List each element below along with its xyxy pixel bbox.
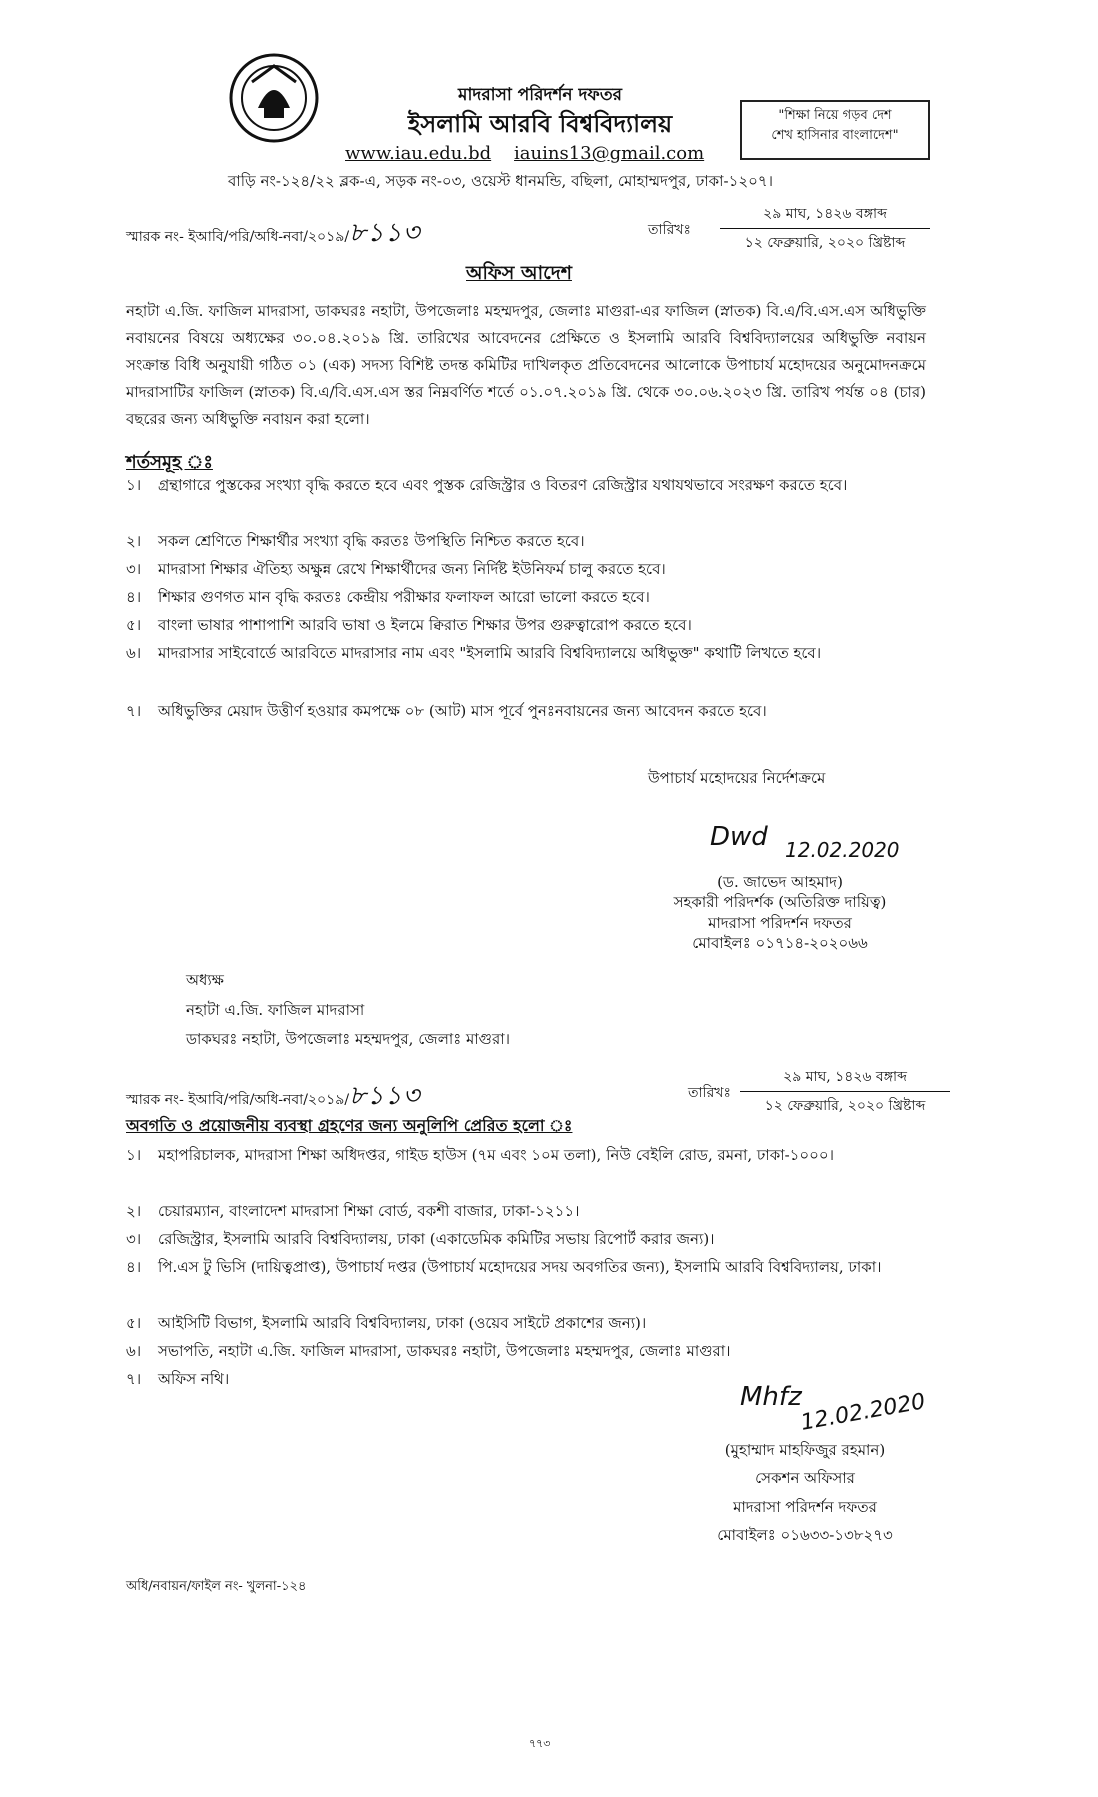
memo-label: স্মারক নং- ইআবি/পরি/অধি-নবা/২০১৯/ [126, 1092, 350, 1108]
university-name: ইসলামি আরবি বিশ্ববিদ্যালয় [407, 109, 673, 138]
condition-text: শিক্ষার গুণগত মান বৃদ্ধি করতঃ কেন্দ্রীয় পরীক্ষার ফলাফল আরো ভালো করতে হবে। [158, 588, 650, 606]
condition-number: ২। [126, 532, 142, 550]
copy-item [126, 1366, 936, 1393]
condition-item [126, 612, 936, 639]
condition-text: অধিভুক্তির মেয়াদ উত্তীর্ণ হওয়ার কমপক্ষে ০৮ (আট) মাস পূর্বে পুনঃনবায়নের জন্য আবেদন করতে হবে। [158, 702, 767, 720]
condition-text: মাদরাসার সাইবোর্ডে আরবিতে মাদরাসার নাম এবং "ইসলামি আরবি বিশ্ববিদ্যালয়ে অধিভুক্ত" কথাটি লিখতে হবে। [158, 644, 822, 662]
signatory-mobile: মোবাইলঃ ০১৭১৪-২০২০৬৬ [692, 933, 868, 952]
copy-text: পি.এস টু ভিসি (দায়িত্বপ্রাপ্ত), উপাচার্য দপ্তর (উপাচার্য মহোদয়ের সদয় অবগতির জন্য), ইসলামি আরবি বিশ্ববিদ্যালয়, ঢাকা। [158, 1258, 882, 1276]
signatory-name: (মুহাম্মাদ মাহফিজুর রহমান) [724, 1441, 886, 1459]
signature-scribble-2: Mhfz [740, 1382, 802, 1412]
copy-number: ৬। [126, 1342, 142, 1360]
condition-text: বাংলা ভাষার পাশাপাশি আরবি ভাষা ও ইলমে ক্বিরাত শিক্ষার উপর গুরুত্বারোপ করতে হবে। [158, 616, 692, 634]
office-order-title: অফিস আদেশ [466, 262, 572, 284]
condition-item [126, 698, 936, 725]
signatory-designation: সেকশন অফিসার [755, 1469, 855, 1488]
website-link[interactable]: www.iau.edu.bd [345, 143, 492, 164]
address-line: বাড়ি নং-১২৪/২২ ব্লক-এ, সড়ক নং-০৩, ওয়েস্ট ধানমন্ডি, বছিলা, মোহাম্মদপুর, ঢাকা-১২০৭। [228, 172, 773, 190]
copy-number: ৭। [126, 1370, 142, 1388]
date-english: ১২ ফেব্রুয়ারি, ২০২০ খ্রিষ্টাব্দ [744, 235, 906, 251]
copy-number: ৪। [126, 1258, 142, 1276]
recipient-line-1: অধ্যক্ষ [186, 971, 224, 989]
memo-number: ৮১১৩ [349, 218, 421, 248]
copy-text: অফিস নথি। [158, 1370, 230, 1388]
signatory-office: মাদরাসা পরিদর্শন দফতর [708, 913, 852, 932]
signatory-designation: সহকারী পরিদর্শক (অতিরিক্ত দায়িত্ব) [673, 893, 887, 912]
slogan-box [740, 100, 930, 160]
condition-item [126, 584, 936, 611]
copy-number: ২। [126, 1202, 142, 1220]
copy-item [126, 1142, 936, 1169]
memo-number: ৮১১৩ [349, 1081, 421, 1111]
university-logo [228, 52, 320, 144]
condition-item [126, 472, 936, 499]
signature-scribble: Dwd [710, 822, 768, 852]
conditions-heading: শর্তসমূহ ঃ [126, 452, 213, 473]
directive-text: উপাচার্য মহোদয়ের নির্দেশক্রমে [648, 769, 826, 787]
copy-item [126, 1310, 936, 1337]
copy-heading: অবগতি ও প্রয়োজনীয় ব্যবস্থা গ্রহণের জন্য অনুলিপি প্রেরিত হলো ঃ [126, 1116, 573, 1135]
signature-date-2: 12.02.2020 [798, 1389, 928, 1436]
signatory-office: মাদরাসা পরিদর্শন দফতর [733, 1497, 877, 1516]
copy-text: মহাপরিচালক, মাদরাসা শিক্ষা অধিদপ্তর, গাইড হাউস (৭ম এবং ১০ম তলা), নিউ বেইলি রোড, রমনা, ঢাকা-১০০০। [158, 1146, 835, 1164]
copy-number: ১। [126, 1146, 142, 1164]
signature-block-2 [640, 1440, 970, 1545]
copy-number: ৫। [126, 1314, 142, 1332]
copy-item [126, 1198, 936, 1225]
condition-number: ৫। [126, 616, 142, 634]
contact-line [345, 143, 704, 164]
condition-item [126, 640, 936, 667]
date-english: ১২ ফেব্রুয়ারি, ২০২০ খ্রিষ্টাব্দ [764, 1098, 926, 1114]
email-link[interactable]: iauins13@gmail.com [514, 143, 705, 164]
condition-text: মাদরাসা শিক্ষার ঐতিহ্য অক্ষুন্ন রেখে শিক্ষার্থীদের জন্য নির্দিষ্ট ইউনিফর্ম চালু করতে হবে। [158, 560, 666, 578]
slogan-line-2: শেখ হাসিনার বাংলাদেশ" [771, 128, 899, 144]
file-number: অধি/নবায়ন/ফাইল নং- খুলনা-১২৪ [126, 1579, 307, 1594]
copy-item [126, 1338, 936, 1365]
copy-text: চেয়ারম্যান, বাংলাদেশ মাদরাসা শিক্ষা বোর্ড, বকশী বাজার, ঢাকা-১২১১। [158, 1202, 580, 1220]
recipient-line-3: ডাকঘরঃ নহাটা, উপজেলাঃ মহম্মদপুর, জেলাঃ মাগুরা। [186, 1029, 510, 1048]
office-name: মাদরাসা পরিদর্শন দফতর [458, 85, 622, 105]
condition-number: ১। [126, 476, 142, 494]
condition-number: ৩। [126, 560, 142, 578]
body-paragraph: নহাটা এ.জি. ফাজিল মাদরাসা, ডাকঘরঃ নহাটা, উপজেলাঃ মহম্মদপুর, জেলাঃ মাগুরা-এর ফাজিল (স্নাতক) বি.এ/বি.এস.এস অধিভুক্তি নবায়নের বিষয়ে অধ্যক্ষের ৩০.০৪.২০১৯ খ্রি. তারিখের আবেদনের প্রেক্ষিতে ও ইসলামি আরবি বিশ্ববিদ্যালয়ের অধিভুক্তি নবায়ন সংক্রান্ত বিধি অনুযায়ী গঠিত ০১ (এক) সদস্য বিশিষ্ট তদন্ত কমিটির দাখিলকৃত প্রতিবেদনের আলোকে উপাচার্য মহোদয়ের অনুমোদনক্রমে মাদরাসাটির ফাজিল (স্নাতক) বি.এ/বি.এস.এস স্তর নিম্নবর্ণিত শর্তে ০১.০৭.২০১৯ খ্রি. থেকে ৩০.০৬.২০২৩ খ্রি. তারিখ পর্যন্ত ০৪ (চার) বছরের জন্য অধিভুক্তি নবায়ন করা হলো। [126, 302, 926, 428]
copy-item [126, 1254, 936, 1281]
copy-text: সভাপতি, নহাটা এ.জি. ফাজিল মাদরাসা, ডাকঘরঃ নহাটা, উপজেলাঃ মহম্মদপুর, জেলাঃ মাগুরা। [158, 1342, 731, 1360]
condition-item [126, 556, 936, 583]
recipient-block [186, 970, 510, 1049]
condition-number: ৭। [126, 702, 142, 720]
slogan-line-1: "শিক্ষা নিয়ে গড়ব দেশ [778, 108, 892, 123]
recipient-line-2: নহাটা এ.জি. ফাজিল মাদরাসা [186, 1001, 365, 1020]
condition-text: গ্রন্থাগারে পুস্তকের সংখ্যা বৃদ্ধি করতে হবে এবং পুস্তক রেজিস্ট্রার ও বিতরণ রেজিস্ট্রার যথাযথভাবে সংরক্ষণ করতে হবে। [158, 476, 848, 494]
copy-text: আইসিটি বিভাগ, ইসলামি আরবি বিশ্ববিদ্যালয়, ঢাকা (ওয়েব সাইটে প্রকাশের জন্য)। [158, 1314, 647, 1332]
date-label: তারিখঃ [688, 1085, 731, 1101]
date-bangla: ২৯ মাঘ, ১৪২৬ বঙ্গাব্দ [720, 202, 930, 229]
signatory-name: (ড. জাভেদ আহমাদ) [717, 873, 843, 891]
memo-label: স্মারক নং- ইআবি/পরি/অধি-নবা/২০১৯/ [126, 229, 350, 245]
condition-item [126, 528, 936, 555]
date-label: তারিখঃ [648, 222, 691, 238]
copy-number: ৩। [126, 1230, 142, 1248]
signature-date: 12.02.2020 [785, 838, 900, 862]
signature-block [600, 872, 960, 953]
page-number: ৭৭৩ [529, 1737, 551, 1750]
copy-text: রেজিস্ট্রার, ইসলামি আরবি বিশ্ববিদ্যালয়, ঢাকা (একাডেমিক কমিটির সভায় রিপোর্ট করার জন্য)। [158, 1230, 715, 1248]
memo-line [126, 212, 421, 256]
condition-number: ৬। [126, 644, 142, 662]
signatory-mobile: মোবাইলঃ ০১৬৩৩-১৩৮২৭৩ [717, 1525, 893, 1544]
date-bangla: ২৯ মাঘ, ১৪২৬ বঙ্গাব্দ [740, 1065, 950, 1092]
condition-text: সকল শ্রেণিতে শিক্ষার্থীর সংখ্যা বৃদ্ধি করতঃ উপস্থিতি নিশ্চিত করতে হবে। [158, 532, 585, 550]
condition-number: ৪। [126, 588, 142, 606]
copy-item [126, 1226, 936, 1253]
